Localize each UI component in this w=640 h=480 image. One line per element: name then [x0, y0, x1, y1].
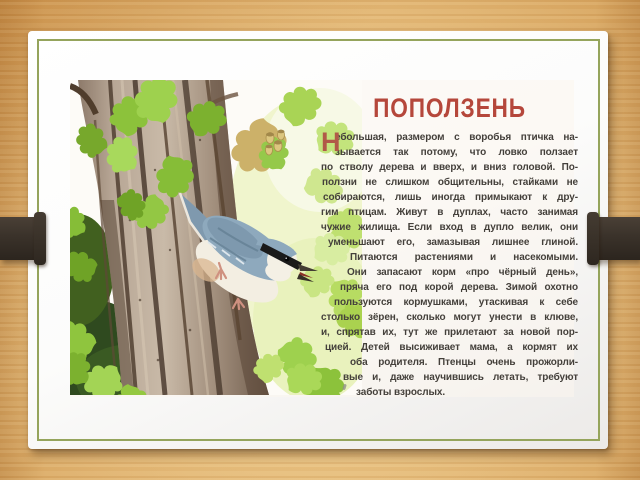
ribbon-right-cap — [587, 212, 599, 265]
text-line: пряча его под корой дерева. Зимой охотно — [340, 282, 578, 293]
text-line: пользуются кормушками, утаскивая к себе — [334, 297, 578, 308]
text-line: вые и, даже научившись летать, требуют — [343, 372, 578, 383]
text-line: Они запасают корм «про чёрный день», — [347, 267, 578, 278]
text-line: ебольшая, размером с воробья птичка на- — [335, 132, 578, 143]
drop-cap: Н — [321, 127, 341, 157]
text-line: гим птицам. Живут в дуплах, часто занимая — [321, 207, 578, 218]
text-line: уменьшают его, замазывая лишнее глиной. — [328, 237, 578, 248]
text-line: собираются, лишь иногда примыкают к дру- — [323, 192, 578, 203]
text-line: и, спрятав их, тут же прилетают за новой пор- — [321, 327, 578, 338]
text-line: цией. Детей высиживает мама, а кормят их — [325, 342, 578, 353]
text-line: зывается так потому, что ловко ползает — [335, 147, 578, 158]
text-line: Питаются растениями и насекомыми. — [350, 252, 578, 263]
text-line: по стволу дерева и вверх, и вниз головой. По- — [321, 162, 578, 173]
ribbon-left-cap — [34, 212, 46, 265]
text-line: ползни не слишком общительны, стайками не — [322, 177, 578, 188]
nuthatch-illustration — [70, 80, 362, 395]
ribbon-left — [0, 217, 41, 260]
ribbon-right — [593, 217, 640, 260]
article-body — [321, 127, 578, 400]
text-line: оба родителя. Птенцы очень прожорли- — [350, 357, 578, 368]
article-column — [321, 84, 578, 400]
slide-canvas[interactable] — [28, 31, 608, 449]
text-line: чужие жилища. Если вход в дупло велик, они — [321, 222, 578, 233]
page-title: ПОПОЛЗЕНЬ — [373, 93, 526, 123]
text-line: заботы взрослых. — [356, 387, 446, 398]
text-line: столько зёрен, сколько могут унести в клюве, — [321, 312, 578, 323]
